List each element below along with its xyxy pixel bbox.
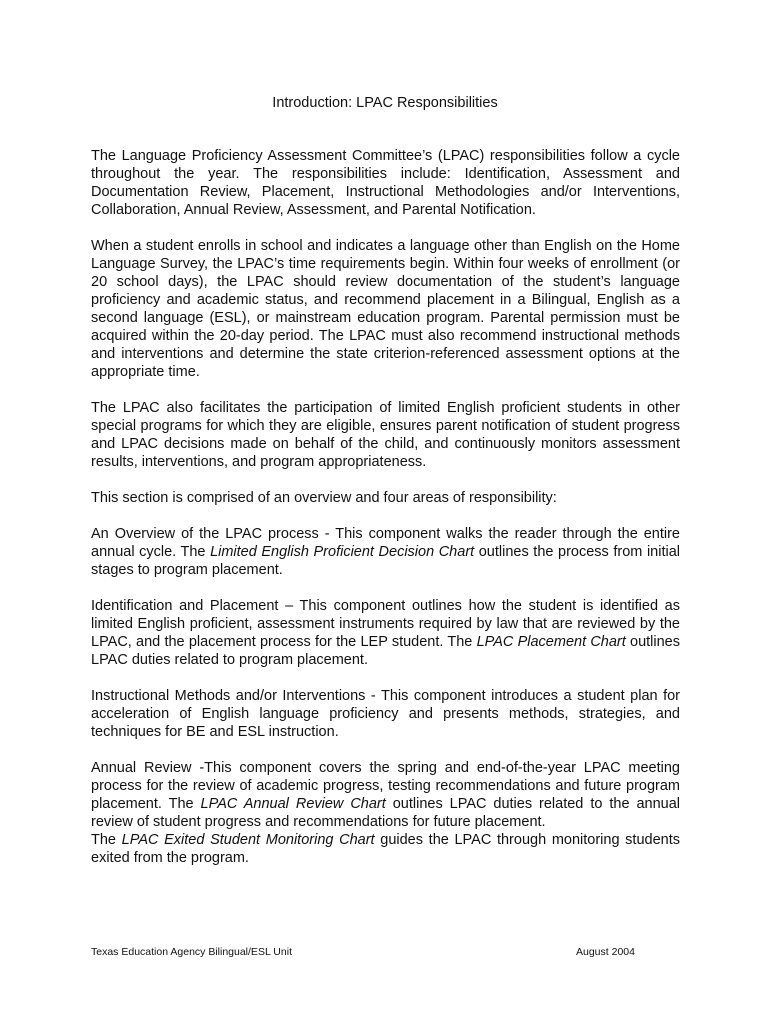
text-segment: outlines LPAC duties related to the annual review of student progress and recommendations for future placement.	[91, 796, 680, 830]
paragraph-identification-placement	[91, 597, 680, 669]
paragraph-exited-monitoring	[91, 831, 680, 867]
text-segment: Identification and Placement – This component outlines how the student is identified as limited English proficient, assessment instruments required by law that are reviewed by the LPAC, and the placement process for the LEP student. The	[91, 598, 680, 650]
paragraph-instructional-methods: Instructional Methods and/or Interventions - This component introduces a student plan for acceleration of English language proficiency and presents methods, strategies, and techniques for BE and ESL instruction.	[91, 688, 680, 740]
text-segment: outlines the process from initial stages to program placement.	[91, 544, 680, 578]
paragraph-section-intro: This section is comprised of an overview and four areas of responsibility:	[91, 490, 557, 506]
paragraph-annual-review	[91, 759, 680, 831]
paragraph-overview-component	[91, 525, 680, 579]
paragraph-overview-cycle: The Language Proficiency Assessment Committee’s (LPAC) responsibilities follow a cycle throughout the year. The responsibilities include: Identification, Assessment and Documentation Review, Placement, Instructional Methodologies and/or Interventions, Collaboration, Annual Review, Assessment, and Parental Notification.	[91, 148, 680, 218]
text-segment: outlines LPAC duties related to program placement.	[91, 634, 680, 668]
chart-reference: Limited English Proficient Decision Chart	[210, 544, 475, 560]
chart-reference: LPAC Annual Review Chart	[200, 796, 386, 812]
text-segment: The	[91, 832, 122, 848]
paragraph-special-programs: The LPAC also facilitates the participation of limited English proficient students in other special programs for which they are eligible, ensures parent notification of student progress and LPAC decisions made on behalf of the child, and continuously monitors assessment results, interventions, and program appropriateness.	[91, 400, 680, 470]
footer-date: August 2004	[576, 946, 635, 958]
chart-reference: LPAC Exited Student Monitoring Chart	[121, 832, 375, 848]
document-body	[91, 147, 680, 885]
page-title: Introduction: LPAC Responsibilities	[272, 95, 498, 111]
text-segment: An Overview of the LPAC process - This component walks the reader through the entire annual cycle. The	[91, 526, 680, 560]
paragraph-enrollment: When a student enrolls in school and indicates a language other than English on the Home Language Survey, the LPAC’s time requirements begin. Within four weeks of enrollment (or 20 school days), the LPAC should review documentation of the student’s language proficiency and academic status, and recommend placement in a Bilingual, English as a second language (ESL), or mainstream education program. Parental permission must be acquired within the 20-day period. The LPAC must also recommend instructional methods and interventions and determine the state criterion-referenced assessment options at the appropriate time.	[91, 238, 680, 380]
text-segment: guides the LPAC through monitoring students exited from the program.	[91, 832, 680, 866]
footer-agency: Texas Education Agency Bilingual/ESL Unit	[91, 946, 292, 958]
chart-reference: LPAC Placement Chart	[476, 634, 626, 650]
text-segment: Annual Review -This component covers the spring and end-of-the-year LPAC meeting process for the review of academic progress, testing recommendations and future program placement. The	[91, 760, 680, 812]
